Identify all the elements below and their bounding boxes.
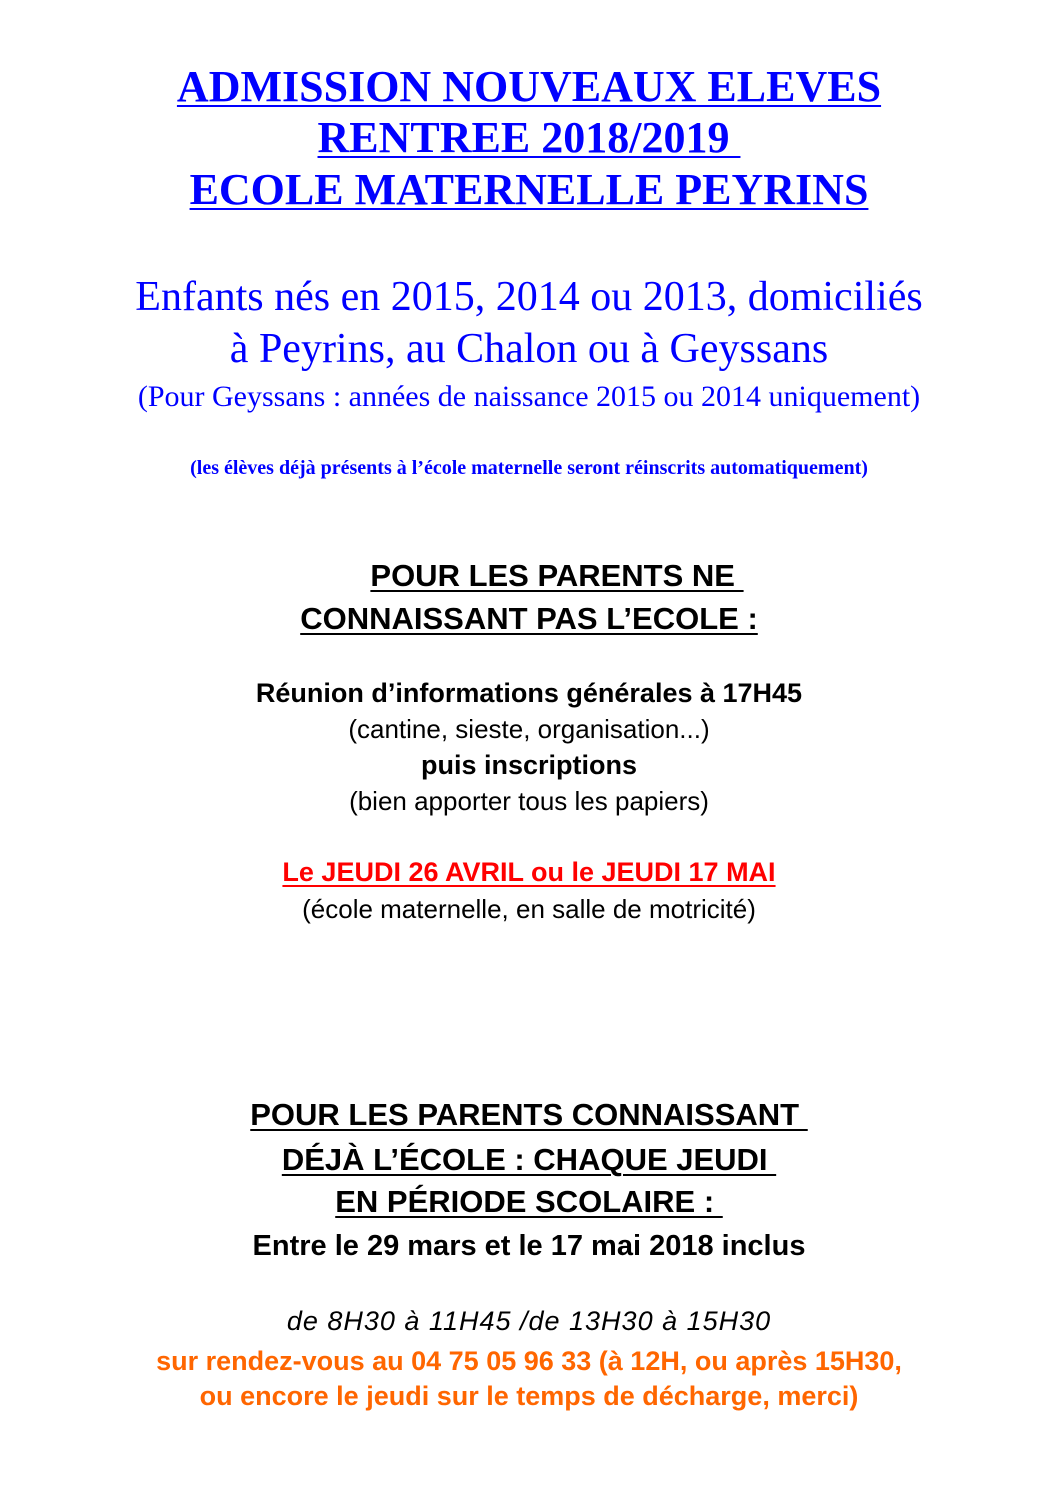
section2-heading-line-2: DÉJÀ L’ÉCOLE : CHAQUE JEUDI — [281, 1142, 777, 1177]
appointment-line-2: ou encore le jeudi sur le temps de décharge, merci) — [199, 1381, 859, 1411]
registration-text: puis inscriptions — [420, 750, 638, 780]
intro-line-2: à Peyrins, au Chalon ou à Geyssans — [229, 326, 829, 372]
title-line-2: RENTREE 2018/2019 — [317, 113, 741, 162]
meeting-text: Réunion d’informations générales à 17H45 — [255, 678, 803, 708]
opening-hours: de 8H30 à 11H45 /de 13H30 à 15H30 — [286, 1306, 772, 1336]
meeting-topics: (cantine, sieste, organisation...) — [348, 714, 710, 744]
bring-papers-text: (bien apporter tous les papiers) — [349, 786, 709, 816]
period-text: Entre le 29 mars et le 17 mai 2018 inclus — [252, 1230, 806, 1262]
intro-note: (les élèves déjà présents à l’école maternelle seront réinscrits automatiquement) — [190, 457, 868, 479]
title-line-3: ECOLE MATERNELLE PEYRINS — [189, 165, 869, 214]
title-line-1: ADMISSION NOUVEAUX ELEVES — [176, 62, 882, 111]
appointment-line-1: sur rendez-vous au 04 75 05 96 33 (à 12H, ou après 15H30, — [156, 1346, 902, 1376]
intro-line-3: (Pour Geyssans : années de naissance 2015 ou 2014 uniquement) — [137, 380, 921, 413]
intro-line-1: Enfants nés en 2015, 2014 ou 2013, domiciliés — [135, 274, 923, 320]
section2-heading-line-1: POUR LES PARENTS CONNAISSANT — [250, 1097, 808, 1132]
section1-heading-line-2: CONNAISSANT PAS L’ECOLE : — [300, 601, 758, 636]
meeting-location: (école maternelle, en salle de motricité) — [302, 894, 756, 924]
section1-heading-line-1: POUR LES PARENTS NE — [370, 558, 744, 593]
section2-heading-line-3: EN PÉRIODE SCOLAIRE : — [335, 1184, 723, 1219]
meeting-dates: Le JEUDI 26 AVRIL ou le JEUDI 17 MAI — [282, 857, 776, 887]
